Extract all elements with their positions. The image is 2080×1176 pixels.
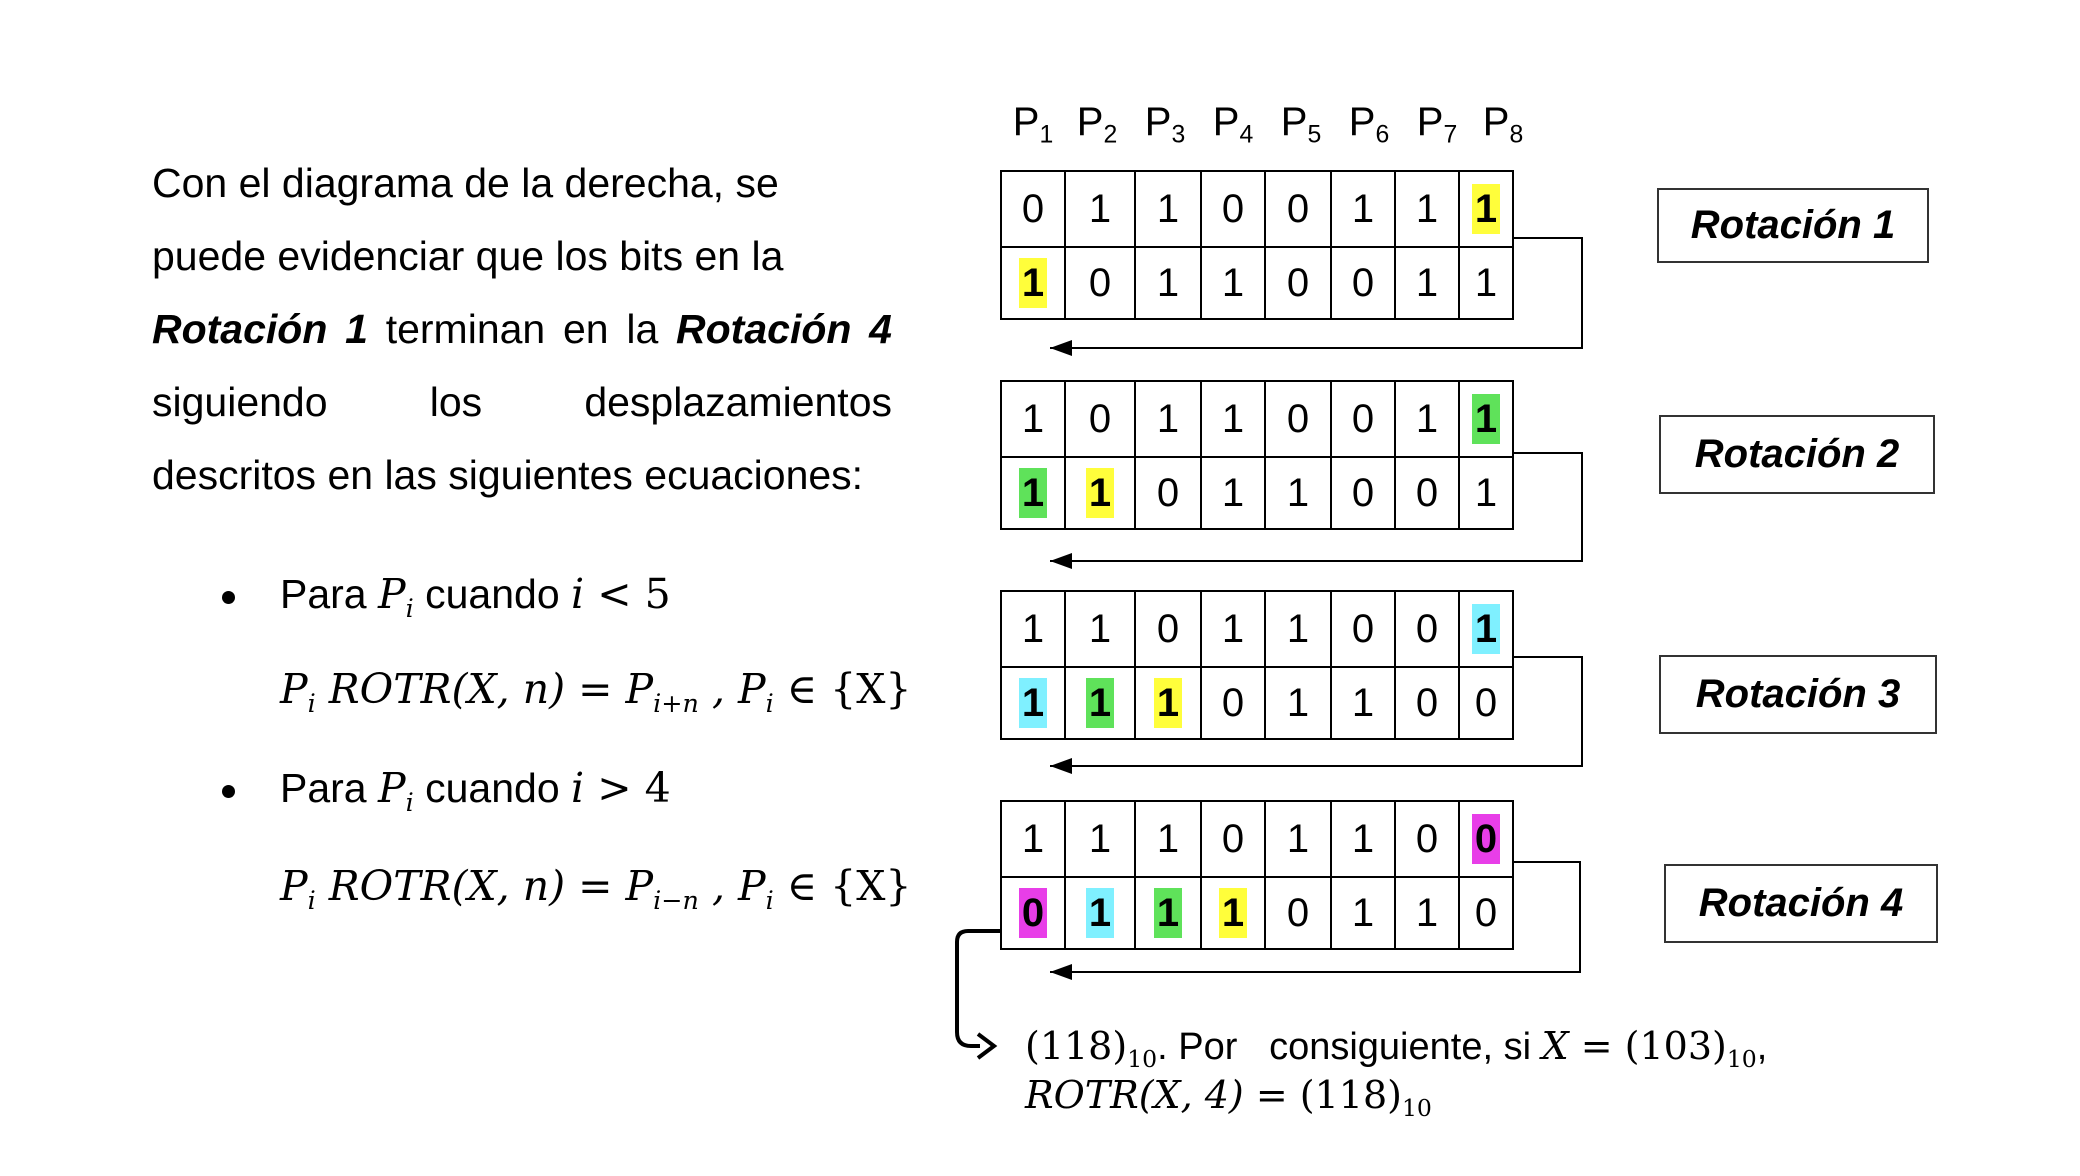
- bit-value: 1: [1156, 816, 1180, 861]
- bit-value: 0: [1221, 680, 1245, 725]
- bit-value-highlighted: 1: [1086, 888, 1114, 938]
- bit-value: 0: [1286, 186, 1310, 231]
- bit-value: 0: [1286, 396, 1310, 441]
- bit-value-highlighted: 1: [1472, 394, 1500, 444]
- rule-2-eq-tail-sub: i: [765, 884, 774, 915]
- bit-value: 0: [1221, 186, 1245, 231]
- bit-value: 0: [1088, 396, 1112, 441]
- bit-value: 1: [1474, 260, 1498, 305]
- conclusion-final-value: (118): [1299, 1073, 1402, 1117]
- bit-value-highlighted: 1: [1019, 258, 1047, 308]
- bit-value-highlighted: 1: [1472, 184, 1500, 234]
- rule-2-prefix: Para: [280, 765, 378, 811]
- rule-1-eq-set: ∈ {X}: [773, 665, 912, 713]
- bit-value: 1: [1021, 816, 1045, 861]
- bit-value: 0: [1351, 396, 1375, 441]
- bit-value: 1: [1474, 470, 1498, 515]
- bit-value: 0: [1088, 260, 1112, 305]
- rotation-1-label: Rotación 1: [1657, 188, 1929, 263]
- conclusion-result-value: (118): [1025, 1024, 1128, 1068]
- rule-1-eq-rhs-sub: i+n: [653, 687, 699, 718]
- conclusion-result-base: 10: [1127, 1045, 1158, 1074]
- bit-value: 1: [1286, 606, 1310, 651]
- bit-value: 0: [1286, 890, 1310, 935]
- bit-value: 1: [1351, 680, 1375, 725]
- intro-line-1: Con el diagrama de la derecha, se: [152, 160, 779, 206]
- conclusion-final-base: 10: [1401, 1094, 1432, 1123]
- bit-value: 1: [1286, 470, 1310, 515]
- rule-2-eq-rhs-sub: i−n: [653, 884, 699, 915]
- bit-value-highlighted: 1: [1019, 468, 1047, 518]
- rule-1-var-sub: i: [405, 592, 414, 623]
- bit-value: 0: [1156, 470, 1180, 515]
- bit-value-highlighted: 1: [1019, 678, 1047, 728]
- bit-value: 0: [1415, 606, 1439, 651]
- conclusion-line-1: [1025, 1022, 1768, 1074]
- bit-value: 0: [1415, 680, 1439, 725]
- rotation-1-feedback-arrow: [1050, 238, 1582, 348]
- bit-value: 1: [1351, 186, 1375, 231]
- bit-value: 0: [1286, 260, 1310, 305]
- rotation-3-label: Rotación 3: [1659, 655, 1937, 734]
- bit-value: 1: [1221, 260, 1245, 305]
- bit-value: 1: [1156, 260, 1180, 305]
- rule-1-mid: cuando: [413, 571, 572, 617]
- conclusion-line-2: [1025, 1071, 1767, 1123]
- conclusion-rotr-fn: ROTR(X, 4): [1025, 1073, 1244, 1117]
- rotation-4-feedback-arrow: [1050, 862, 1580, 972]
- conclusion-input-value: (103): [1624, 1024, 1727, 1068]
- bit-value: 0: [1351, 606, 1375, 651]
- intro-rotation-1-ref: Rotación 1: [152, 306, 368, 352]
- header-p2: $P_2$: [1076, 100, 1118, 149]
- bit-value: 0: [1474, 890, 1498, 935]
- bit-value: 1: [1088, 186, 1112, 231]
- rotation-2-label: Rotación 2: [1659, 415, 1935, 494]
- bit-value: 1: [1415, 186, 1439, 231]
- rule-2-eq-tail: , P: [698, 862, 766, 910]
- bit-value: 1: [1088, 816, 1112, 861]
- bit-value: 0: [1415, 816, 1439, 861]
- conclusion-text: [1025, 1022, 1768, 1123]
- bit-value: 1: [1415, 396, 1439, 441]
- rule-1-eq-tail-sub: i: [765, 687, 774, 718]
- bit-value-highlighted: 1: [1154, 678, 1182, 728]
- conclusion-comma: ,: [1756, 1026, 1768, 1068]
- rule-2-eq-fn: ROTR(X, n) = P: [315, 862, 654, 910]
- arrowhead-icon: [978, 1034, 994, 1058]
- arrowhead-icon: [1050, 553, 1072, 569]
- bit-value: 1: [1156, 396, 1180, 441]
- bit-value: 0: [1351, 470, 1375, 515]
- conclusion-equals-2: =: [1243, 1073, 1300, 1117]
- rule-2-var-base: P: [378, 764, 406, 812]
- header-p3: $P_3$: [1144, 100, 1186, 149]
- rule-2-mid: cuando: [413, 765, 572, 811]
- header-p1: $P_1$: [1012, 100, 1054, 149]
- bit-value: 1: [1286, 680, 1310, 725]
- intro-line-5: descritos en las siguientes ecuaciones:: [152, 452, 864, 498]
- result-bracket-arrow: [957, 931, 1000, 1046]
- header-p6: $P_6$: [1348, 100, 1390, 149]
- bit-value-highlighted: 0: [1019, 888, 1047, 938]
- bit-value: 1: [1156, 186, 1180, 231]
- bit-value: 0: [1415, 470, 1439, 515]
- bit-value: 0: [1474, 680, 1498, 725]
- bit-value: 0: [1021, 186, 1045, 231]
- rule-1-var-base: P: [378, 570, 406, 618]
- rule-1-eq-lhs-sub: i: [307, 687, 316, 718]
- rule-2-eq-lhs: P: [280, 862, 308, 910]
- header-p5: $P_5$: [1280, 100, 1322, 149]
- bit-value-highlighted: 1: [1219, 888, 1247, 938]
- bit-value: 0: [1156, 606, 1180, 651]
- header-p7: $P_7$: [1416, 100, 1458, 149]
- bit-value: 1: [1415, 260, 1439, 305]
- bit-value: 1: [1088, 606, 1112, 651]
- intro-rotation-4-ref: Rotación 4: [676, 306, 892, 352]
- bit-value-highlighted: 1: [1154, 888, 1182, 938]
- rule-1-cond-var: i: [571, 570, 585, 618]
- bit-value: 0: [1221, 816, 1245, 861]
- rule-1-eq-tail: , P: [698, 665, 766, 713]
- bit-value: 0: [1351, 260, 1375, 305]
- bit-value: 1: [1415, 890, 1439, 935]
- intro-line-3-mid: terminan en la: [367, 306, 677, 352]
- bit-value: 1: [1351, 890, 1375, 935]
- rule-2-var-sub: i: [405, 786, 414, 817]
- rule-1-eq-lhs: P: [280, 665, 308, 713]
- header-p8: $P_8$: [1482, 100, 1524, 149]
- intro-line-2: puede evidenciar que los bits en la: [152, 233, 784, 279]
- rotation-4-label: Rotación 4: [1664, 864, 1938, 943]
- intro-line-4: siguiendo los desplazamientos: [152, 379, 892, 425]
- rotation-3-feedback-arrow: [1050, 657, 1582, 766]
- bit-value: 1: [1021, 606, 1045, 651]
- rule-1-eq-fn: ROTR(X, n) = P: [315, 665, 654, 713]
- arrowhead-icon: [1050, 758, 1072, 774]
- rule-1-prefix: Para: [280, 571, 378, 617]
- bit-value-highlighted: 1: [1472, 604, 1500, 654]
- arrowhead-icon: [1050, 340, 1072, 356]
- bit-value: 1: [1221, 396, 1245, 441]
- bit-value-highlighted: 0: [1472, 814, 1500, 864]
- rule-2-eq-set: ∈ {X}: [773, 862, 912, 910]
- rule-2-cond-var: i: [571, 764, 585, 812]
- rule-1-cond: < 5: [584, 570, 671, 618]
- conclusion-text-mid: . Por consiguiente, si: [1157, 1026, 1542, 1068]
- rule-2-eq-lhs-sub: i: [307, 884, 316, 915]
- bit-value: 1: [1221, 470, 1245, 515]
- conclusion-equals: =: [1568, 1024, 1625, 1068]
- conclusion-input-base: 10: [1726, 1045, 1757, 1074]
- rule-2-cond: > 4: [584, 764, 671, 812]
- bit-value-highlighted: 1: [1086, 468, 1114, 518]
- bit-value: 1: [1021, 396, 1045, 441]
- rotation-2-feedback-arrow: [1050, 453, 1582, 561]
- header-p4: $P_4$: [1212, 100, 1254, 149]
- bit-value: 1: [1351, 816, 1375, 861]
- bit-value: 1: [1221, 606, 1245, 651]
- arrowhead-icon: [1050, 964, 1072, 980]
- bit-value: 1: [1286, 816, 1310, 861]
- bit-value-highlighted: 1: [1086, 678, 1114, 728]
- conclusion-var-x: X: [1541, 1024, 1569, 1068]
